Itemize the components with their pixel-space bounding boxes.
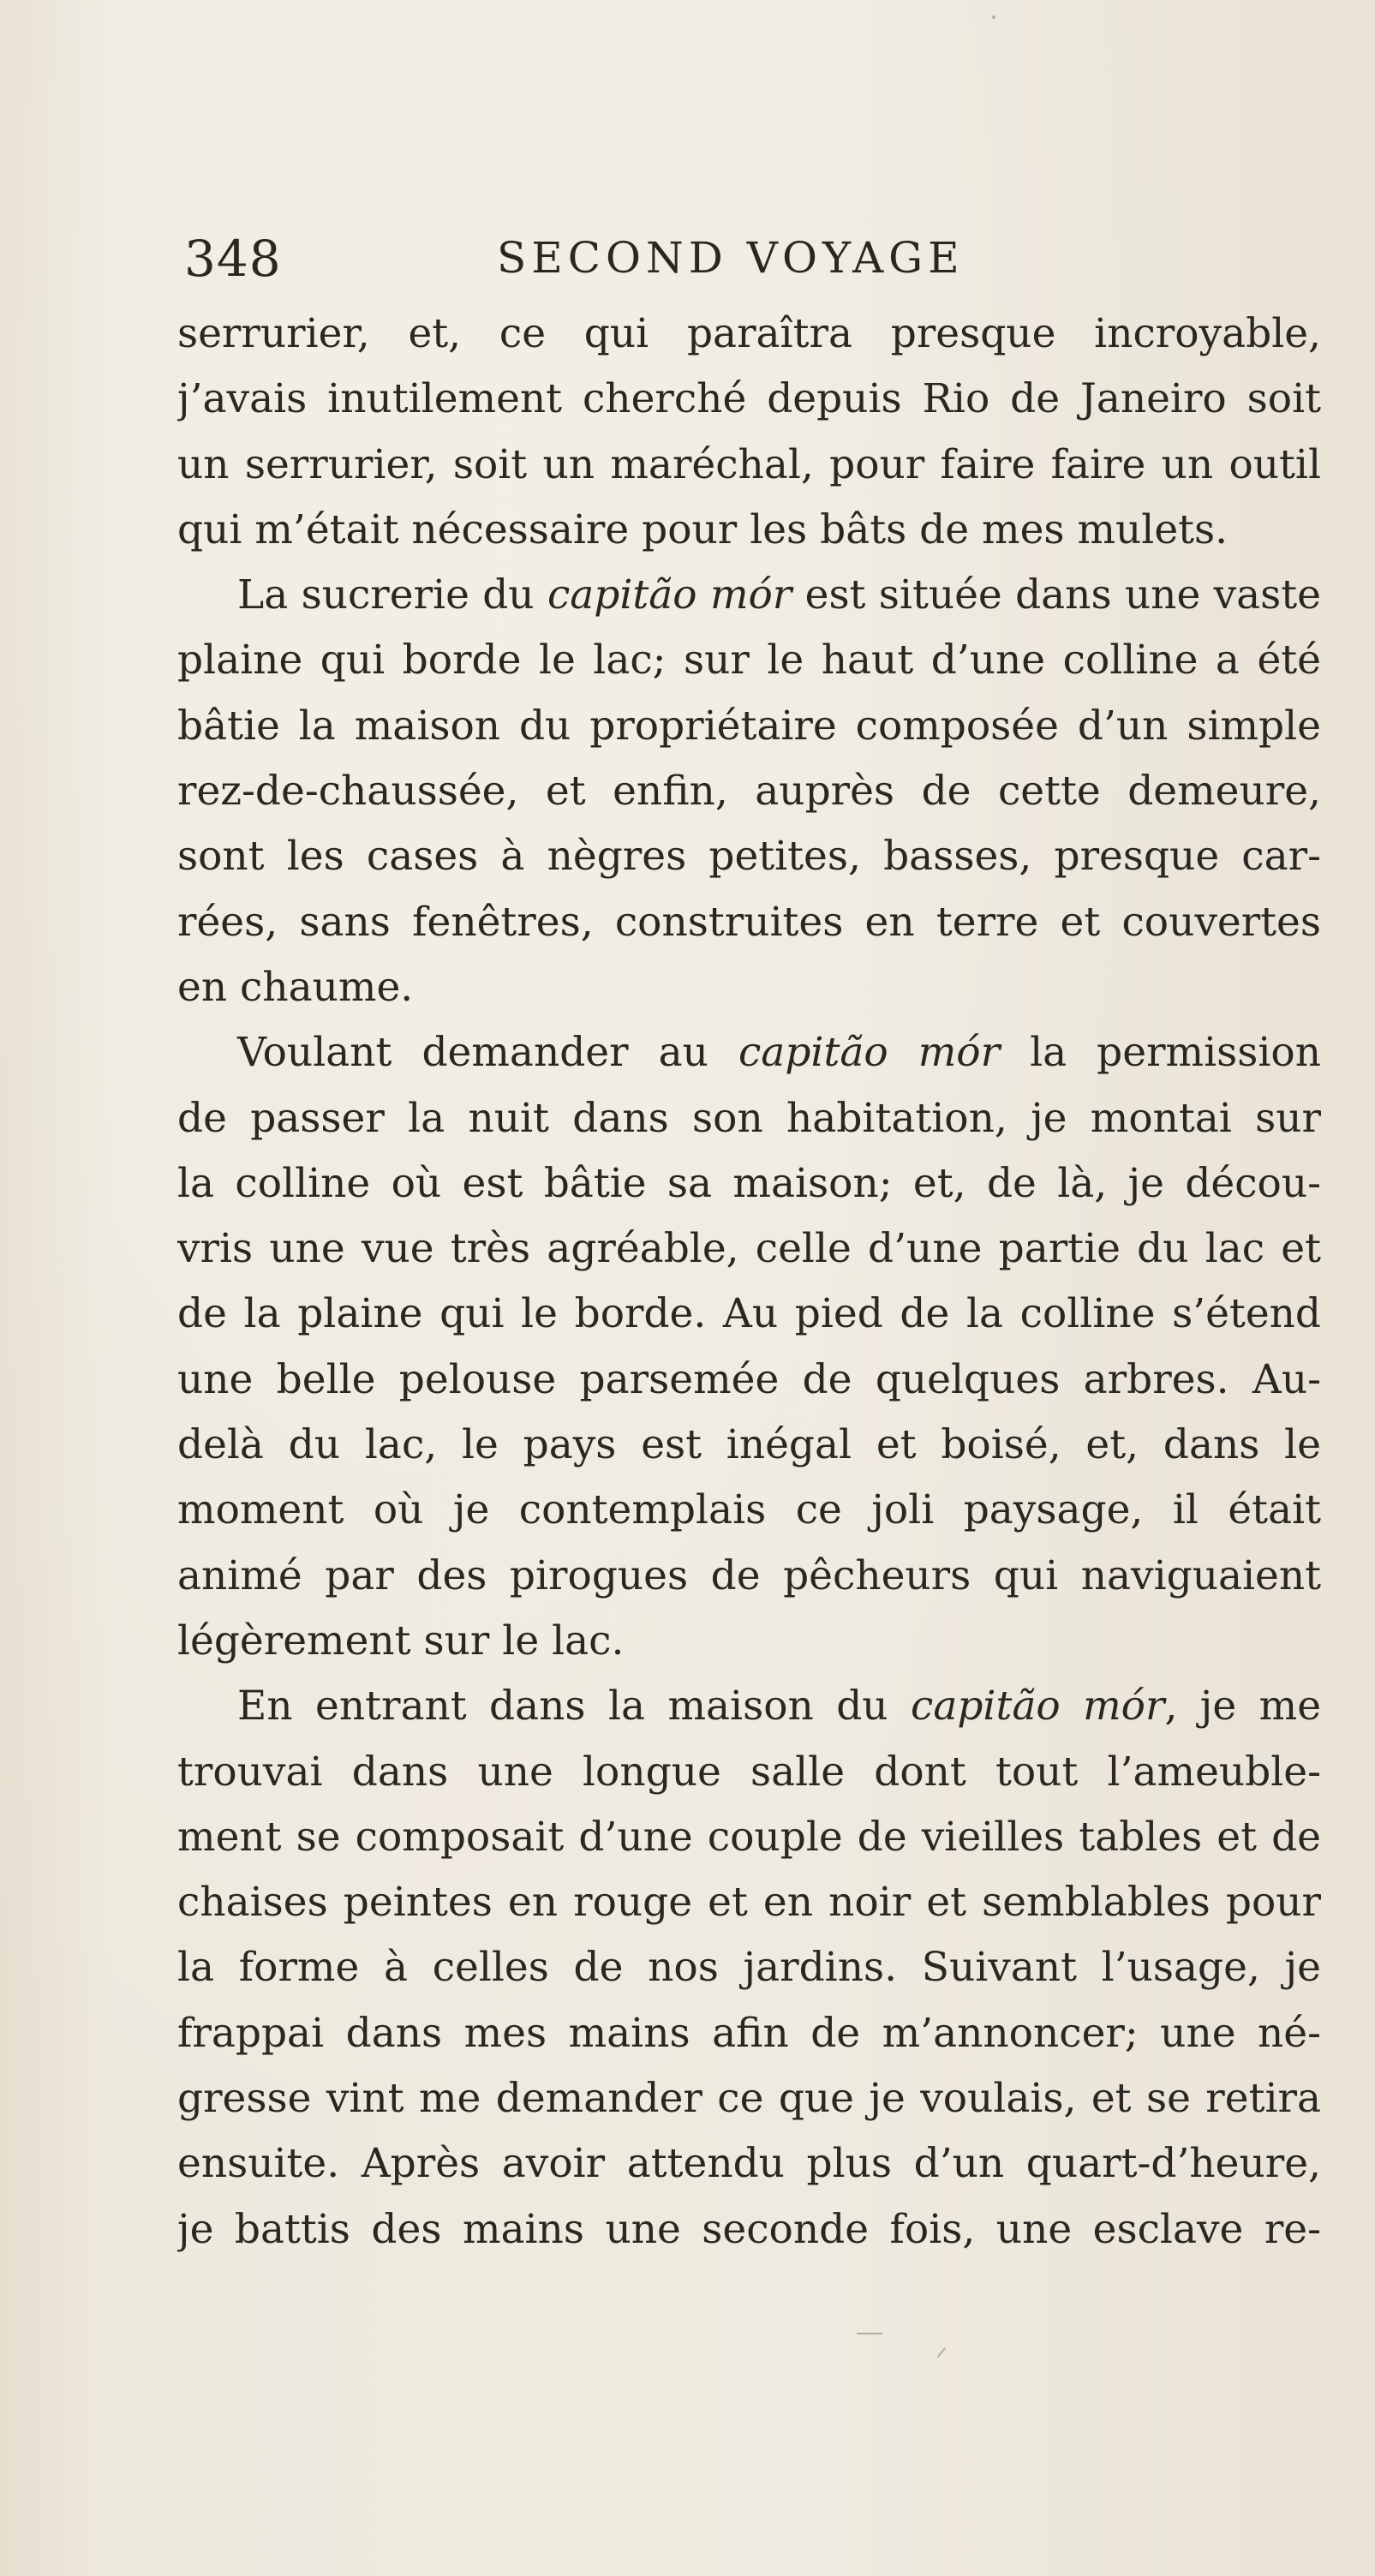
italic-term: capitão mór bbox=[547, 571, 792, 619]
text-line: rez-de-chaussée, et enfin, auprès de cette demeure, bbox=[177, 768, 1321, 816]
text-line: trouvai dans une longue salle dont tout l’ameuble- bbox=[177, 1748, 1321, 1796]
text-line: serrurier, et, ce qui paraîtra presque incroyable, bbox=[177, 310, 1321, 357]
italic-term: capitão mór bbox=[911, 1682, 1165, 1730]
text-line: bâtie la maison du propriétaire composée d’un simple bbox=[177, 702, 1321, 750]
paper-speck bbox=[937, 2347, 947, 2358]
text-line: frappai dans mes mains afin de m’annoncer; une né- bbox=[177, 2009, 1321, 2057]
text-line: la colline où est bâtie sa maison; et, de là, je décou- bbox=[177, 1159, 1321, 1207]
running-title: SECOND VOYAGE bbox=[497, 233, 965, 283]
text-line: rées, sans fenêtres, construites en terre et couvertes bbox=[177, 898, 1321, 946]
text-line: moment où je contemplais ce joli paysage, il était bbox=[177, 1486, 1321, 1534]
text-line: j’avais inutilement cherché depuis Rio de Janeiro soit bbox=[177, 375, 1321, 423]
text-line: La sucrerie du capitão mór est située dans une vaste bbox=[237, 571, 1321, 619]
text-line: en chaume. bbox=[177, 963, 414, 1011]
text-line: sont les cases à nègres petites, basses, presque car- bbox=[177, 833, 1321, 881]
text-line: animé par des pirogues de pêcheurs qui naviguaient bbox=[177, 1551, 1321, 1599]
italic-term: capitão mór bbox=[738, 1029, 1001, 1077]
text-line: gresse vint me demander ce que je voulais, et se retira bbox=[177, 2075, 1321, 2123]
text-line: Voulant demander au capitão mór la permission bbox=[237, 1029, 1321, 1077]
text-line: un serrurier, soit un maréchal, pour faire faire un outil bbox=[177, 440, 1321, 488]
text-line: de passer la nuit dans son habitation, je montai sur bbox=[177, 1094, 1321, 1142]
text-line: une belle pelouse parsemée de quelques arbres. Au- bbox=[177, 1355, 1321, 1403]
text-line: delà du lac, le pays est inégal et boisé, et, dans le bbox=[177, 1421, 1321, 1469]
paper-speck bbox=[857, 2333, 882, 2334]
text-line: chaises peintes en rouge et en noir et semblables pour bbox=[177, 1879, 1321, 1927]
text-line: vris une vue très agréable, celle d’une partie du lac et bbox=[177, 1225, 1321, 1273]
body-text bbox=[177, 302, 1321, 2262]
paper-speck bbox=[992, 15, 995, 19]
text-line: ment se composait d’une couple de vieilles tables et de bbox=[177, 1813, 1321, 1861]
page-number: 348 bbox=[184, 230, 282, 288]
text-line: qui m’était nécessaire pour les bâts de mes mulets. bbox=[177, 505, 1229, 553]
text-line: je battis des mains une seconde fois, une esclave re- bbox=[177, 2205, 1321, 2253]
text-line: En entrant dans la maison du capitão mór, je me bbox=[237, 1682, 1321, 1730]
text-line: de la plaine qui le borde. Au pied de la colline s’étend bbox=[177, 1290, 1321, 1338]
text-line: légèrement sur le lac. bbox=[177, 1617, 625, 1665]
text-line: plaine qui borde le lac; sur le haut d’une colline a été bbox=[177, 637, 1321, 684]
text-line: la forme à celles de nos jardins. Suivant l’usage, je bbox=[177, 1944, 1321, 1992]
running-head bbox=[184, 230, 1324, 298]
text-line: ensuite. Après avoir attendu plus d’un quart-d’heure, bbox=[177, 2140, 1321, 2188]
